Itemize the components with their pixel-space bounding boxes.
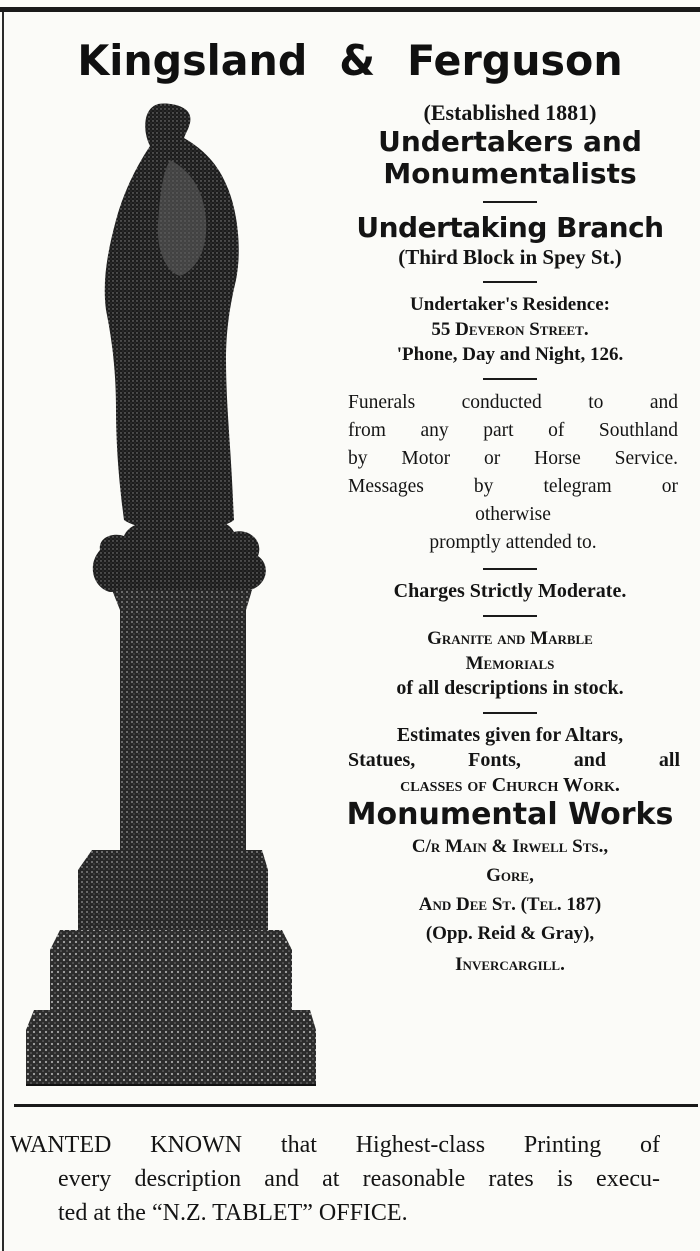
divider [483,201,537,203]
funerals-paragraph [340,389,680,557]
funerals-line: Funerals conducted to and [348,392,678,413]
printing-advert [10,1128,660,1230]
memorials-line-3: of all descriptions in stock. [396,677,624,699]
works-heading: Monumental Works [346,797,674,832]
funerals-line: otherwise [475,504,551,525]
divider [483,281,537,283]
residence-label: Undertaker's Residence: [410,294,610,315]
funerals-line: from any part of Southland [348,420,678,441]
funerals-line: promptly attended to. [429,532,597,553]
estimates-line-3: classes of Church Work. [400,774,620,796]
works-line-3: And Dee St. (Tel. 187) [418,894,602,915]
trade-line-2: Monumentalists [383,157,637,190]
section-rule [14,1104,698,1107]
residence-phone: 'Phone, Day and Night, 126. [396,344,624,365]
works-line-1: C/r Main & Irwell Sts., [411,836,609,857]
undertaking-location: (Third Block in Spey St.) [398,245,622,269]
established-line: (Established 1881) [423,100,597,125]
divider [483,615,537,617]
divider [483,378,537,380]
page-title: Kingsland & Ferguson [77,36,623,85]
trade-line-1: Undertakers and [378,125,642,158]
statue-icon [20,100,320,1090]
divider [483,568,537,570]
charges-line: Charges Strictly Moderate. [393,580,627,602]
estimates-line-2: Statues, Fonts, and all [348,749,680,771]
works-line-2: Gore, [486,865,534,886]
estimates-line-1: Estimates given for Altars, [396,724,624,746]
funerals-line: by Motor or Horse Service. [348,448,678,469]
memorials-line-2: Memorials [465,653,555,674]
printing-advert-line: ted at the “N.Z. TABLET” OFFICE. [58,1200,408,1226]
residence-address: 55 Deveron Street. [431,319,589,340]
advert-text-column [340,100,680,982]
statue-illustration [20,100,320,1090]
top-rule [0,7,700,12]
printing-advert-line: every description and at reasonable rates is execu- [58,1166,660,1192]
funerals-line: Messages by telegram or [348,476,678,497]
divider [483,712,537,714]
works-line-5: Invercargill. [455,954,565,975]
page-edge-rule [2,8,4,1251]
memorials-line-1: Granite and Marble [427,628,593,649]
works-line-4: (Opp. Reid & Gray), [425,923,595,944]
printing-advert-line: WANTED KNOWN that Highest-class Printing of [10,1132,660,1158]
undertaking-heading: Undertaking Branch [356,211,664,244]
